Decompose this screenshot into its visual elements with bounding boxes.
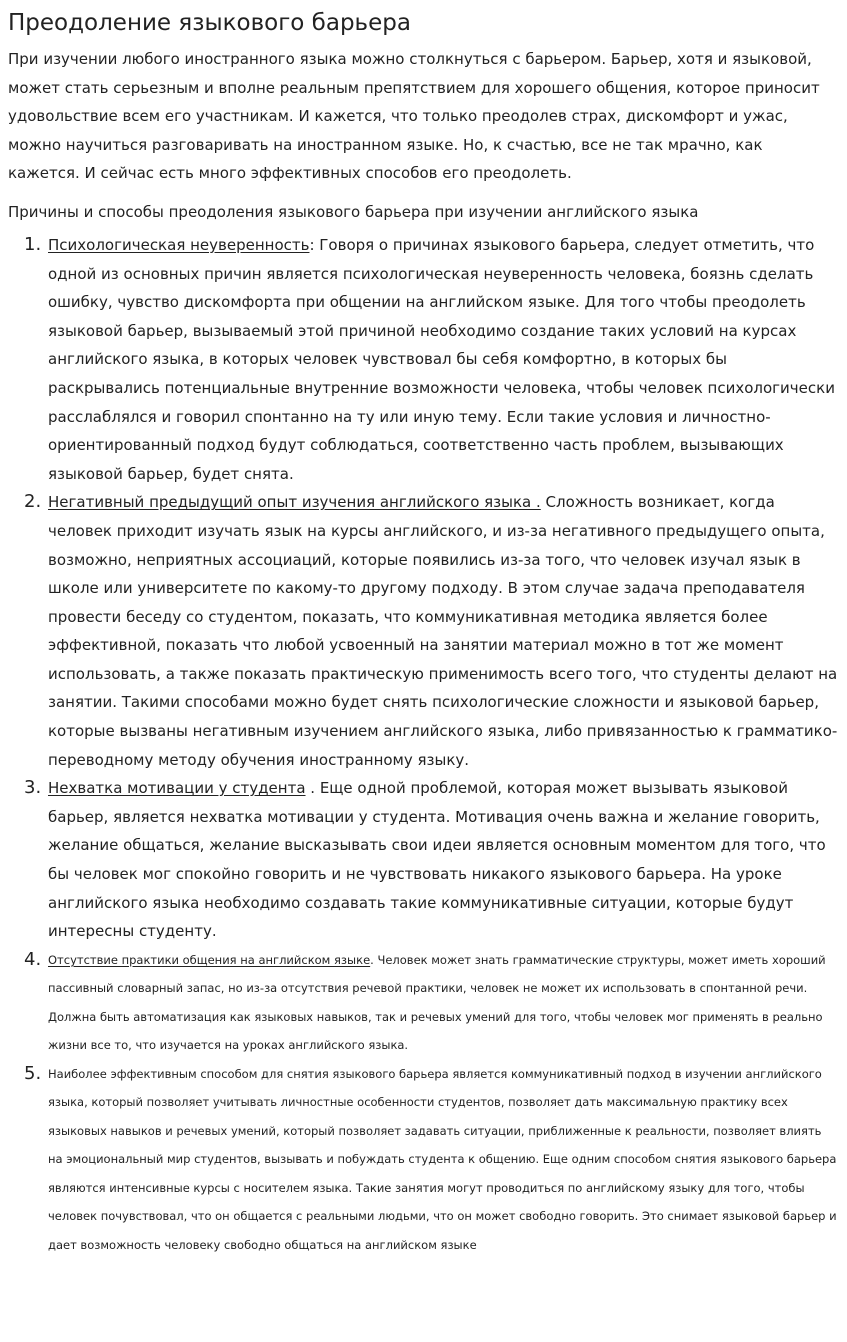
list-item-text: . Человек может знать грамматические структуры, может иметь хороший пассивный словарный запас, но из-за отсутствия речевой практики, человек не может их использовать в спонтанной речи. Должна быть автоматизация как языковых навыков, так и речевых умений для того, чтобы человек мог применять в реально жизни все то, что изучается на уроках английского языка. xyxy=(48,952,826,1053)
list-item-heading: Негативный предыдущий опыт изучения английского языка . xyxy=(48,493,541,512)
list-item xyxy=(8,231,839,488)
intro-paragraph: При изучении любого иностранного языка можно столкнуться с барьером. Барьер, хотя и языковой, может стать серьезным и вполне реальным препятствием для хорошего общения, которое приносит удовольствие всем его участникам. И кажется, что только преодолев страх, дискомфорт и ужас, можно научиться разговаривать на иностранном языке. Но, к счастью, все не так мрачно, как кажется. И сейчас есть много эффективных способов его преодолеть. xyxy=(8,50,820,183)
list-item xyxy=(8,946,839,1060)
list-item-number: 2. xyxy=(24,491,42,513)
list-item-number: 1. xyxy=(24,233,42,255)
list-item-heading: Отсутствие практики общения на английском языке xyxy=(48,952,371,967)
section-subtitle: Причины и способы преодоления языкового барьера при изучении английского языка xyxy=(8,202,699,221)
list-item-text: Сложность возникает, когда человек приходит изучать язык на курсы английского, и из-за негативного предыдущего опыта, возможно, неприятных ассоциаций, которые появились из-за того, что человек изучал язык в школе или университете по какому-то другому подходу. В этом случае задача преподавателя провести беседу со студентом, показать, что коммуникативная методика является более эффективной, показать что любой усвоенный на занятии материал можно в тот же момент использовать, а также показать практическую применимость всего того, что студенты делают на занятии. Такими способами можно будет снять психологические сложности и языковой барьер, которые вызваны негативным изучением английского языка, либо привязанностью к грамматико-переводному методу обучения иностранному языку. xyxy=(48,493,838,769)
list-item-number: 4. xyxy=(24,948,42,970)
list-item xyxy=(8,774,839,946)
list-item-text: : Говоря о причинах языкового барьера, следует отметить, что одной из основных причин является психологическая неуверенность человека, боязнь сделать ошибку, чувство дискомфорта при общении на английском языке. Для того чтобы преодолеть языковой барьер, вызываемый этой причиной необходимо создание таких условий на курсах английского языка, в которых человек чувствовал бы себя комфортно, в которых бы раскрывались потенциальные внутренние возможности человека, чтобы человек психологически расслаблялся и говорил спонтанно на ту или иную тему. Если такие условия и личностно-ориентированный подход будут соблюдаться, соответственно часть проблем, вызывающих языковой барьер, будет снята. xyxy=(48,235,835,483)
list-item-number: 3. xyxy=(24,777,42,799)
list-item xyxy=(8,1060,839,1260)
list-item xyxy=(8,488,839,774)
list-item-heading: Нехватка мотивации у студента xyxy=(48,779,306,798)
list-item-heading: Психологическая неуверенность xyxy=(48,235,310,254)
list-item-text: . Еще одной проблемой, которая может вызывать языковой барьер, является нехватка мотивации у студента. Мотивация очень важна и желание говорить, желание общаться, желание высказывать свои идеи является основным моментом для того, что бы человек мог спокойно говорить и не чувствовать никакого языкового барьера. На уроке английского языка необходимо создавать такие коммуникативные ситуации, которые будут интересны студенту. xyxy=(48,779,826,941)
list-item-text: Наиболее эффективным способом для снятия языкового барьера является коммуникативный подход в изучении английского языка, который позволяет учитывать личностные особенности студентов, позволяет дать максимальную практику всех языковых навыков и речевых умений, который позволяет задавать ситуации, приближенные к реальности, позволяет влиять на эмоциональный мир студентов, вызывать и побуждать студента к общению. Еще одним способом снятия языкового барьера являются интенсивные курсы с носителем языка. Такие занятия могут проводиться по английскому языку для того, чтобы человек почувствовал, что он общается с реальными людьми, что он может свободно говорить. Это снимает языковой барьер и дает возможность человеку свободно общаться на английском языке xyxy=(48,1066,837,1252)
page-title: Преодоление языкового барьера xyxy=(8,10,411,36)
list-item-number: 5. xyxy=(24,1062,42,1084)
reasons-list xyxy=(8,231,839,1259)
